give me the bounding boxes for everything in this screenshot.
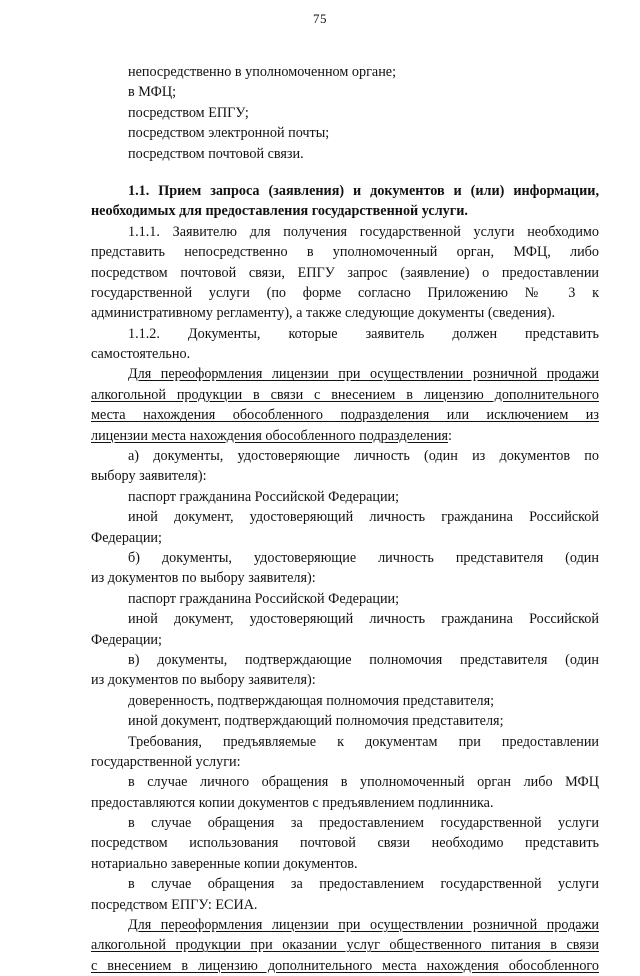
text-line: б) документы, удостоверяющие личность представителя (один xyxy=(128,549,599,566)
submission-methods-list xyxy=(91,62,599,164)
document-body xyxy=(91,62,599,976)
text-line: выбору заявителя): xyxy=(91,468,207,485)
list-item: в МФЦ; xyxy=(128,84,177,101)
list-item: доверенность, подтверждающая полномочия представителя; xyxy=(128,692,495,709)
text-line: из документов по выбору заявителя): xyxy=(91,570,316,587)
section-heading xyxy=(91,181,599,222)
list-item: паспорт гражданина Российской Федерации; xyxy=(128,590,400,607)
heading-line: необходимых для предоставления государственной услуги. xyxy=(91,203,468,220)
text-line: а) документы, удостоверяющие личность (один из документов по xyxy=(128,448,599,465)
requirement-epgu xyxy=(91,874,599,915)
colon: : xyxy=(448,427,452,444)
list-item: посредством электронной почты; xyxy=(128,125,330,142)
underlined-line-last xyxy=(91,426,599,446)
underlined-paragraph-1 xyxy=(91,364,599,446)
list-item: посредством ЕПГУ; xyxy=(128,104,249,121)
text-line: Требования, предъявляемые к документам при предоставлении xyxy=(128,733,599,750)
requirements xyxy=(91,732,599,773)
requirement-post xyxy=(91,813,599,874)
item-v xyxy=(91,650,599,732)
list-item: иной документ, подтверждающий полномочия представителя; xyxy=(128,713,504,730)
list-item: непосредственно в уполномоченном органе; xyxy=(128,64,397,80)
text-line: Федерации; xyxy=(91,529,162,546)
text-line: посредством ЕПГУ: ЕСИА. xyxy=(91,896,258,913)
text-line: нотариально заверенные копии документов. xyxy=(91,855,358,872)
underlined-paragraph-2 xyxy=(91,915,599,976)
list-item: иной документ, удостоверяющий личность гражданина Российской xyxy=(128,509,599,526)
list-item: иной документ, удостоверяющий личность гражданина Российской xyxy=(128,611,599,628)
item-a xyxy=(91,446,599,548)
paragraph-1-1-2 xyxy=(91,324,599,365)
text-line: 1.1.1. Заявителю для получения государственной услуги необходимо xyxy=(128,223,599,240)
text-line: посредством почтовой связи, ЕПГУ запрос (заявление) о предоставлении xyxy=(91,264,599,281)
text-line: Федерации; xyxy=(91,631,162,648)
underlined-line: с внесением в лицензию дополнительного места нахождения обособленного xyxy=(91,957,599,974)
list-item: посредством почтовой связи. xyxy=(128,145,304,162)
text-line: в) документы, подтверждающие полномочия представителя (один xyxy=(128,651,599,668)
heading-line: 1.1. Прием запроса (заявления) и документов и (или) информации, xyxy=(128,182,599,199)
text-line: в случае обращения за предоставлением государственной услуги xyxy=(128,876,599,893)
text-line: посредством использования почтовой связи необходимо представить xyxy=(91,835,599,852)
text-line: представить непосредственно в уполномоченный орган, МФЦ, либо xyxy=(91,244,599,261)
paragraph-1-1-1 xyxy=(91,222,599,324)
underlined-line: алкогольной продукции при оказании услуг общественного питания в связи xyxy=(91,937,599,954)
underlined-line: Для переоформления лицензии при осуществлении розничной продажи xyxy=(128,366,599,383)
text-line: государственной услуги (по форме согласно Приложению № 3 к xyxy=(91,284,599,301)
text-line: 1.1.2. Документы, которые заявитель должен представить xyxy=(128,325,599,342)
text-line: из документов по выбору заявителя): xyxy=(91,672,316,689)
text-line: самостоятельно. xyxy=(91,346,191,363)
underlined-line: алкогольной продукции в связи с внесением в лицензию дополнительного xyxy=(91,386,599,403)
text-line: государственной услуги: xyxy=(91,753,241,770)
requirement-personal xyxy=(91,772,599,813)
text-line: в случае обращения за предоставлением государственной услуги xyxy=(128,815,599,832)
underlined-text: лицензии места нахождения обособленного подразделения xyxy=(91,427,449,444)
text-line: в случае личного обращения в уполномоченный орган либо МФЦ xyxy=(128,774,599,791)
underlined-line: Для переоформления лицензии при осуществлении розничной продажи xyxy=(128,917,599,934)
page-number: 75 xyxy=(313,11,327,26)
text-line: административному регламенту), а также следующие документы (сведения). xyxy=(91,305,556,322)
item-b xyxy=(91,548,599,650)
text-line: предоставляются копии документов с предъявлением подлинника. xyxy=(91,794,494,811)
list-item: паспорт гражданина Российской Федерации; xyxy=(128,488,400,505)
underlined-line: места нахождения обособленного подразделения или исключением из xyxy=(91,407,599,424)
